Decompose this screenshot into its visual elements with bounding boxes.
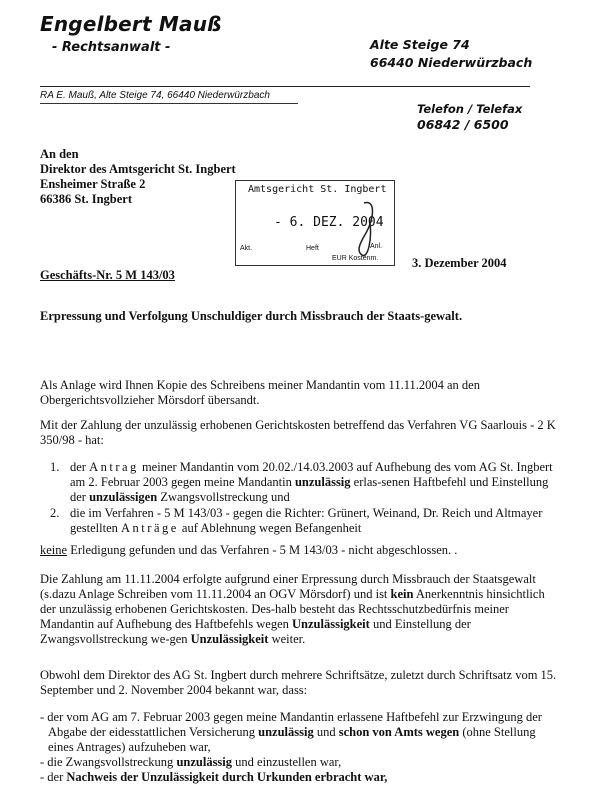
bullet1-a: - der vom AG am 7. Februar 2003 gegen meine Mandantin erlassene Haftbefehl zur Erzwingung der Abgabe der eidesstattlichen Versicherung bbox=[40, 710, 542, 739]
stamp-anl: Anl. bbox=[370, 243, 383, 250]
paragraph-no-resolution-text: Erledigung gefunden und das Verfahren - 5 M 143/03 - nicht abgeschlossen. . bbox=[67, 543, 458, 557]
subject-line: Erpressung und Verfolgung Unschuldiger durch Missbrauch der Staats-gewalt. bbox=[40, 309, 463, 323]
sender-underline bbox=[40, 103, 298, 104]
bullet-2 bbox=[40, 755, 560, 770]
bullet1-bold-2: schon von Amts wegen bbox=[338, 725, 460, 739]
recipient-line-1: An den bbox=[40, 147, 79, 161]
bullet3-a: - der bbox=[40, 770, 67, 784]
bullet2-a: - die Zwangsvollstreckung bbox=[40, 755, 177, 769]
stamp-akt: Akt. bbox=[240, 245, 253, 252]
bullet-1 bbox=[40, 710, 560, 755]
stamp-court-name: Amtsgericht St. Ingbert bbox=[248, 184, 387, 195]
recipient-line-4: 66386 St. Ingbert bbox=[40, 192, 133, 206]
item1-text-d: Zwangsvollstreckung und bbox=[157, 490, 290, 504]
para4-bold-kein: kein bbox=[390, 587, 414, 601]
item1-spaced-word: Antrag bbox=[89, 460, 139, 474]
list-number-1: 1. bbox=[50, 460, 60, 474]
list-item-1 bbox=[40, 460, 560, 505]
item1-bold-2: unzulässigen bbox=[89, 490, 158, 504]
para4-e: und Einstellung der Zwangsvollstreckung we-gen bbox=[40, 617, 471, 646]
bullet1-bold-1: unzulässig bbox=[258, 725, 314, 739]
stamp-date: - 6. DEZ. 2004 bbox=[274, 215, 384, 230]
recipient-line-2: Direktor des Amtsgericht St. Ingbert bbox=[40, 162, 236, 176]
letterhead-name: Engelbert Mauß bbox=[40, 12, 222, 36]
letterhead-street: Alte Steige 74 bbox=[370, 37, 470, 52]
item2-spaced-word: Anträge bbox=[121, 521, 179, 535]
paragraph-no-resolution bbox=[40, 543, 560, 558]
bullet3-bold: Nachweis der Unzulässigkeit durch Urkunden erbracht war, bbox=[66, 770, 388, 784]
para4-g: weiter. bbox=[268, 632, 306, 646]
item2-text-b: auf Ablehnung wegen Befangenheit bbox=[178, 521, 362, 535]
list-number-2: 2. bbox=[50, 506, 60, 520]
phone-label: Telefon / Telefax bbox=[417, 102, 523, 116]
item1-text-a: der bbox=[70, 460, 90, 474]
paragraph-although: Obwohl dem Direktor des AG St. Ingbert durch mehrere Schriftsätze, zuletzt durch Schriftsatz vom 15. September und 2. November 2004 bekannt war, dass: bbox=[40, 668, 557, 697]
letter-date: 3. Dezember 2004 bbox=[412, 256, 507, 270]
underlined-keine: keine bbox=[40, 543, 68, 557]
para4-a: Die Zahlung am 11.11.2004 erfolgte aufgrund einer Erpressung durch Missbrauch der Staatsgewalt (s.dazu Anlage Schreiben vom 11.11.2004 an OGV Mörsdorf) und ist bbox=[40, 572, 536, 601]
bullet2-b: und einzustellen war, bbox=[232, 755, 342, 769]
item2-text-a: die im Verfahren - 5 M 143/03 - gegen die Richter: Grünert, Weinand, Dr. Reich und Altmayer gestellten bbox=[70, 506, 543, 535]
letterhead-title: - Rechtsanwalt - bbox=[52, 40, 171, 55]
bullet1-c: (ohne Stellung eines Antrages) aufzuheben war, bbox=[48, 725, 536, 754]
para4-bold-1: Unzulässigkeit bbox=[292, 617, 370, 631]
bullet-3 bbox=[40, 770, 560, 785]
paragraph-payment: Mit der Zahlung der unzulässig erhobenen Gerichtskosten betreffend das Verfahren VG Saarlouis - 2 K 350/98 - hat: bbox=[40, 418, 556, 447]
recipient-line-3: Ensheimer Straße 2 bbox=[40, 177, 146, 191]
item1-text-b: meiner Mandantin vom 20.02./14.03.2003 auf Aufhebung des vom AG St. Ingbert am 2. Februar 2003 gegen meine Mandantin bbox=[70, 460, 553, 489]
item1-text-c: erlas-senen Haftbefehl und Einstellung der bbox=[70, 475, 549, 504]
header-divider bbox=[40, 86, 530, 87]
stamp-heft: Heft bbox=[306, 245, 319, 252]
sender-return-address: RA E. Mauß, Alte Steige 74, 66440 Niederwürzbach bbox=[40, 90, 270, 101]
court-receipt-stamp bbox=[235, 180, 395, 266]
phone-number: 06842 / 6500 bbox=[417, 117, 509, 132]
letterhead-city: 66440 Niederwürzbach bbox=[370, 55, 533, 70]
para4-c: Anerkenntnis hinsichtlich der unzulässig erhobenen Gerichtskosten. Des-halb besteht das Rechtsschutzbedürfnis meiner Mandantin auf Aufhebung des Haftbefehls wegen bbox=[40, 587, 545, 631]
bullet2-bold: unzulässig bbox=[176, 755, 233, 769]
stamp-copy: EUR Kostenm. bbox=[332, 255, 379, 262]
paragraph-enclosure: Als Anlage wird Ihnen Kopie des Schreibens meiner Mandantin vom 11.11.2004 an den Obergerichtsvollzieher Mörsdorf übersandt. bbox=[40, 378, 480, 407]
reference-number: Geschäfts-Nr. 5 M 143/03 bbox=[40, 268, 175, 282]
paragraph-extortion bbox=[40, 572, 560, 647]
item1-bold-1: unzulässig bbox=[294, 475, 351, 489]
handwritten-initial-signature bbox=[346, 199, 386, 259]
list-item-2 bbox=[40, 506, 560, 536]
para4-bold-2: Unzulässigkeit bbox=[190, 632, 269, 646]
bullet1-b: und bbox=[313, 725, 339, 739]
